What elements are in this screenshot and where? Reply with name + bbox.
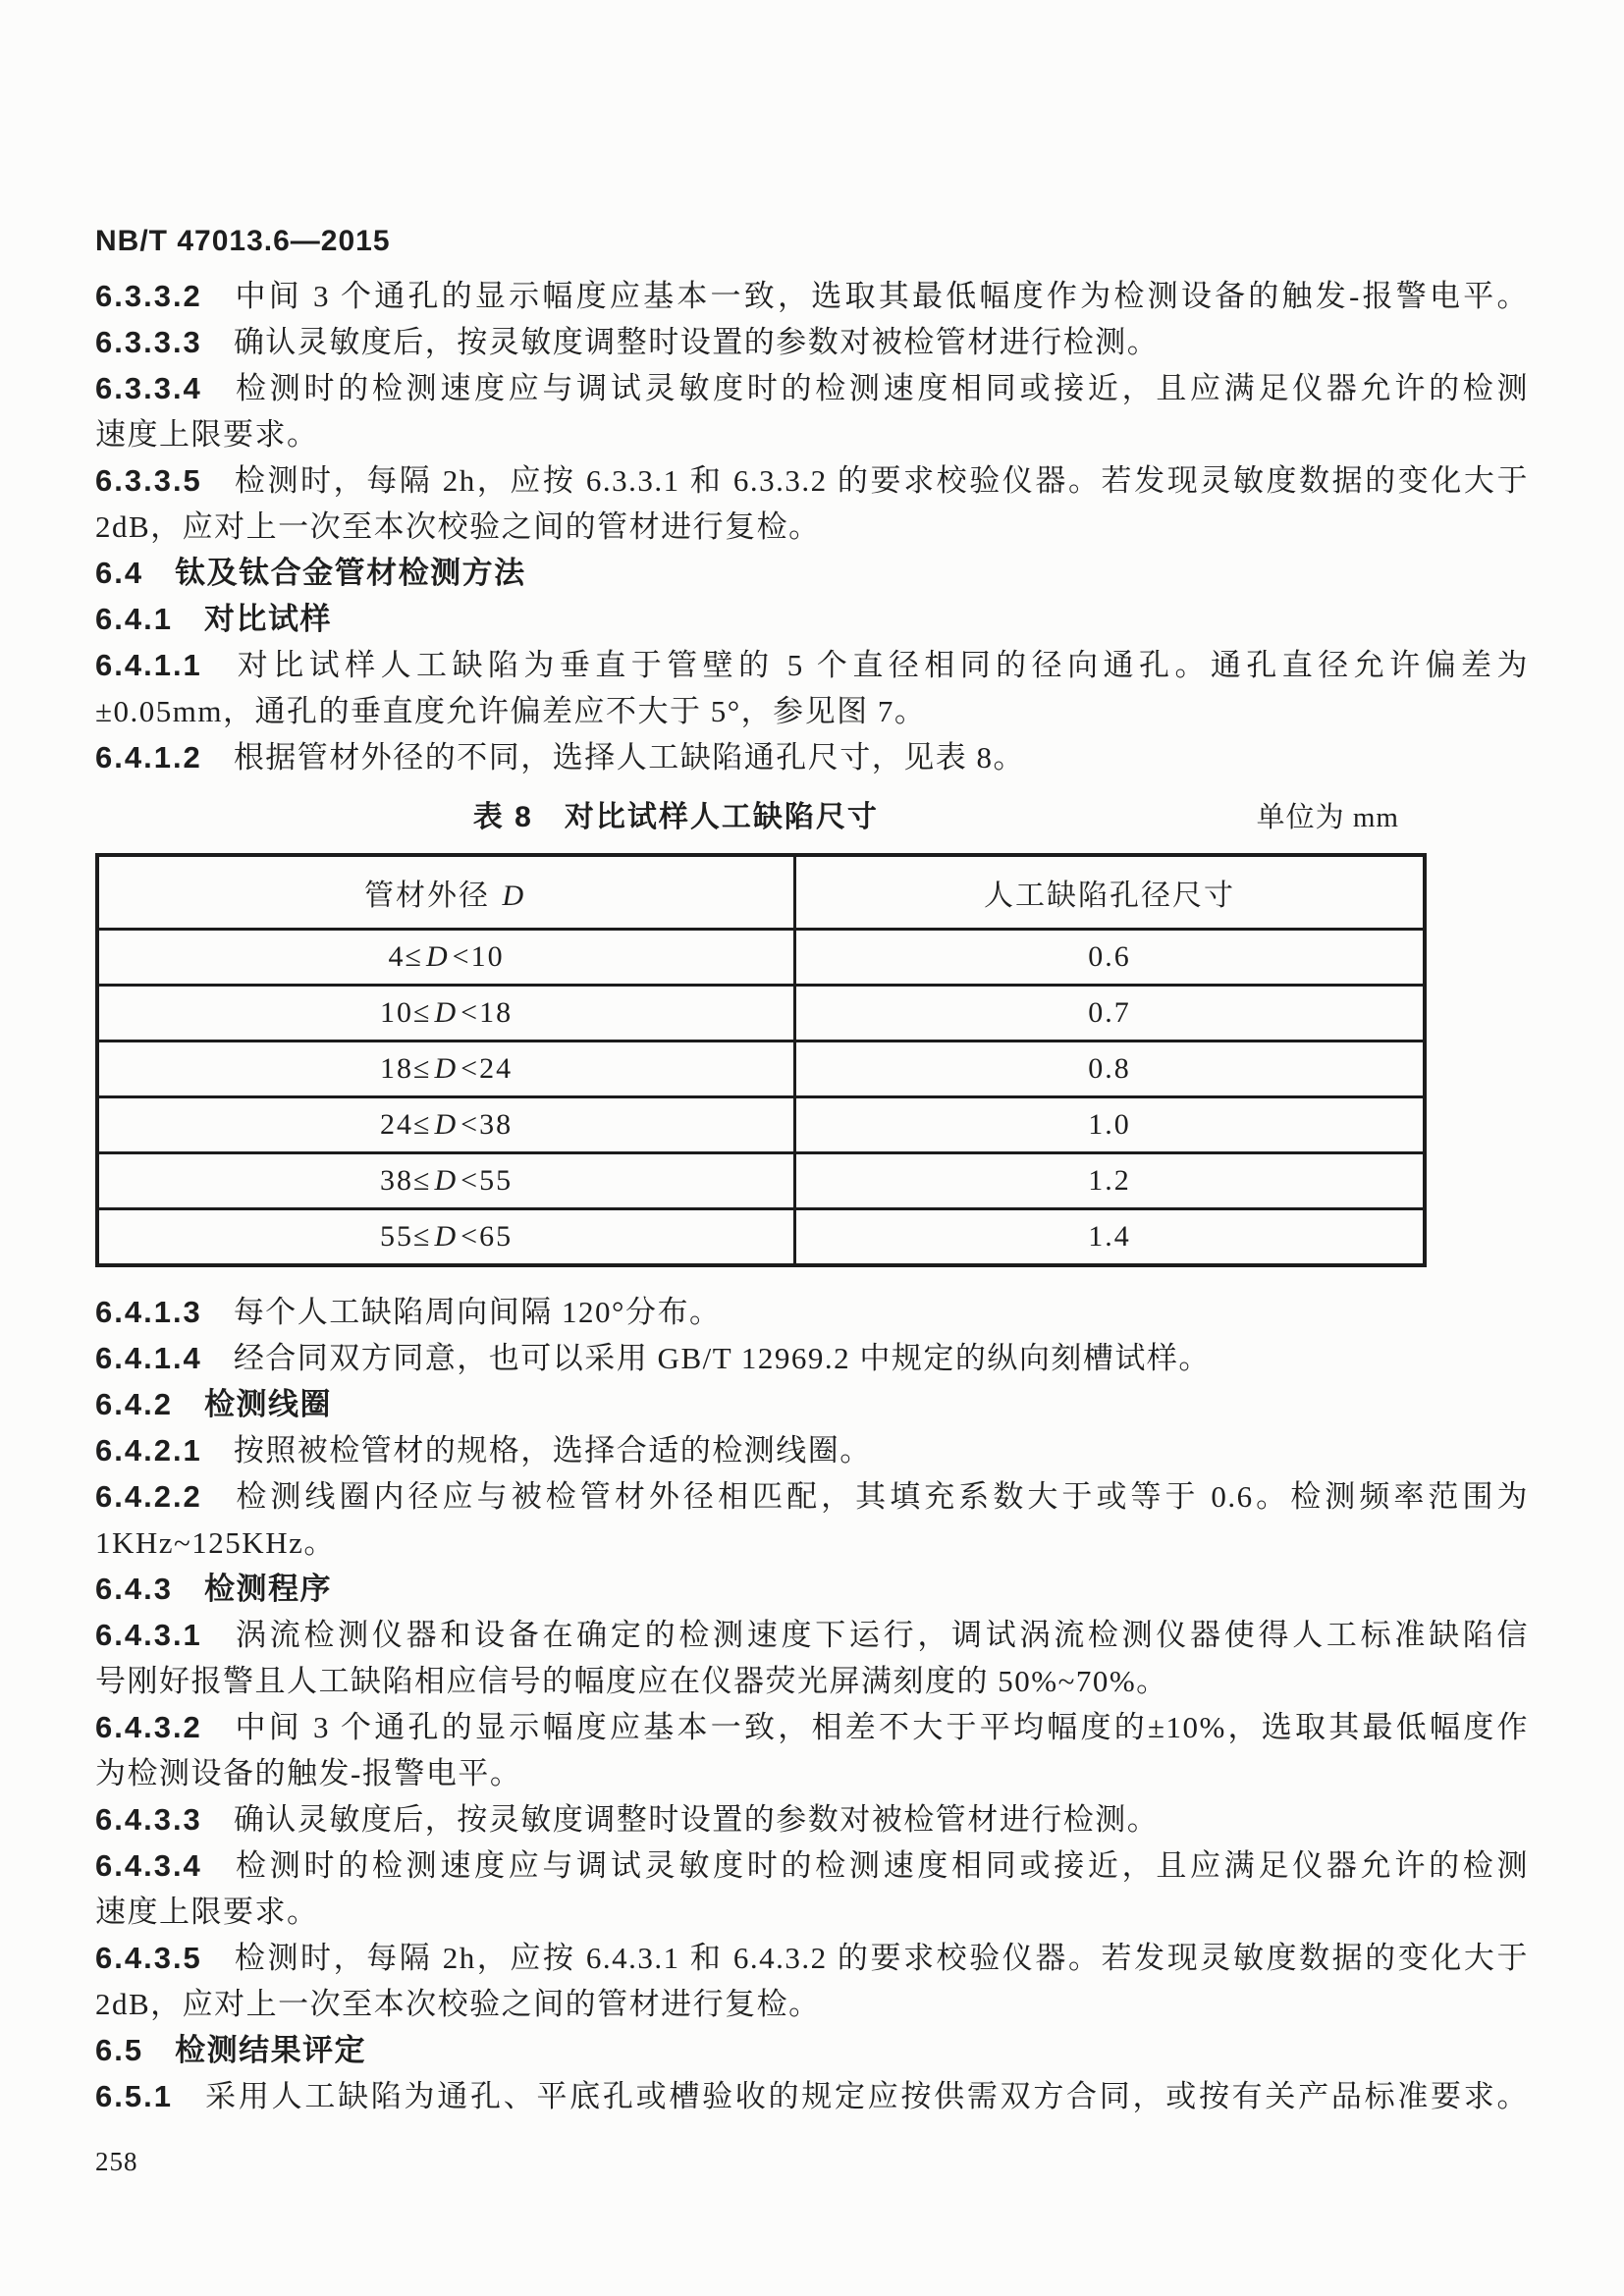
clause-text-continuation: 1KHz~125KHz。: [95, 1525, 336, 1560]
clause-text-continuation: ±0.05mm，通孔的垂直度允许偏差应不大于 5°，参见图 7。: [95, 694, 927, 728]
unit-label: 单位为 mm: [1256, 802, 1399, 833]
clause-6-3-3-4: [95, 365, 1529, 457]
clause-number: 6.3.3.4: [95, 371, 202, 405]
heading-line: [95, 1381, 1529, 1427]
table-header-row: [97, 855, 1425, 930]
clause-text-continuation: 为检测设备的触发-报警电平。: [95, 1756, 522, 1790]
clause-line: [95, 1335, 1529, 1381]
clause-text: 确认灵敏度后，按灵敏度调整时设置的参数对被检管材进行检测。: [233, 325, 1160, 359]
heading-line: [95, 550, 1529, 596]
heading-line: [95, 2027, 1529, 2073]
range-post: <38: [460, 1108, 514, 1141]
clause-text-continuation: 2dB，应对上一次至本次校验之间的管材进行复检。: [95, 1987, 821, 2021]
clause-6-3-3-2: [95, 273, 1529, 319]
range-cell: [97, 1153, 795, 1209]
clause-text: 确认灵敏度后，按灵敏度调整时设置的参数对被检管材进行检测。: [233, 1802, 1160, 1837]
clause-number: 6.4.1.3: [95, 1295, 202, 1329]
clause-number: 6.4.3.2: [95, 1710, 202, 1744]
range-pre: 10≤: [380, 996, 432, 1029]
clause-number: 6.4.3.4: [95, 1848, 202, 1883]
clause-number: 6.4.2.1: [95, 1433, 202, 1468]
clause-text-continuation: 速度上限要求。: [95, 1895, 319, 1929]
clause-line: [95, 457, 1529, 504]
clause-6-4-3-4: [95, 1842, 1529, 1935]
clause-6-4-2-1: [95, 1427, 1529, 1473]
heading-line: [95, 1566, 1529, 1612]
range-cell: [97, 986, 795, 1041]
clause-text: 根据管材外径的不同，选择人工缺陷通孔尺寸，见表 8。: [233, 740, 1026, 774]
clause-line: [95, 1796, 1529, 1842]
clause-number: 6.4.3.5: [95, 1941, 202, 1975]
heading-text: 检测线圈: [203, 1387, 332, 1421]
clause-text-continuation: 号刚好报警且人工缺陷相应信号的幅度应在仪器荧光屏满刻度的 50%~70%。: [95, 1664, 1168, 1698]
clause-text: 每个人工缺陷周向间隔 120°分布。: [233, 1295, 722, 1329]
clause-number: 6.5: [95, 2033, 144, 2067]
section-heading-6-4: [95, 550, 1529, 596]
range-post: <24: [460, 1052, 514, 1085]
range-cell: [97, 1097, 795, 1153]
heading-text: 对比试样: [203, 602, 332, 636]
diameter-variable: D: [425, 940, 450, 973]
clause-line: [95, 1935, 1529, 1981]
clause-number: 6.4.1: [95, 602, 173, 636]
clause-text-continuation: 速度上限要求。: [95, 417, 319, 452]
clause-number: 6.4.1.4: [95, 1341, 202, 1375]
clause-number: 6.3.3.5: [95, 463, 202, 498]
page-number: 258: [95, 2147, 138, 2176]
clause-number: 6.4.2.2: [95, 1479, 202, 1514]
table-row: [97, 930, 1425, 986]
table-row: [97, 1209, 1425, 1266]
heading-text: 检测程序: [203, 1572, 332, 1606]
table-row: [97, 1041, 1425, 1097]
diameter-variable: D: [434, 1164, 459, 1197]
range-pre: 55≤: [380, 1220, 432, 1253]
clause-text: 检测时，每隔 2h，应按 6.3.3.1 和 6.3.3.2 的要求校验仪器。若发现灵敏度数据的变化大于: [233, 463, 1529, 498]
clause-text: 检测时的检测速度应与调试灵敏度时的检测速度相同或接近，且应满足仪器允许的检测: [233, 1848, 1529, 1883]
range-cell: [97, 930, 795, 986]
clause-number: 6.4: [95, 556, 144, 590]
clause-text: 涡流检测仪器和设备在确定的检测速度下运行，调试涡流检测仪器使得人工标准缺陷信: [233, 1618, 1529, 1652]
clause-text: 检测时，每隔 2h，应按 6.4.3.1 和 6.4.3.2 的要求校验仪器。若发现灵敏度数据的变化大于: [233, 1941, 1529, 1975]
clause-number: 6.4.1.1: [95, 648, 202, 682]
hole-size-cell: 0.7: [795, 986, 1425, 1041]
clause-line: [95, 365, 1529, 411]
clause-number: 6.4.3: [95, 1572, 173, 1606]
clause-text: 经合同双方同意，也可以采用 GB/T 12969.2 中规定的纵向刻槽试样。: [233, 1341, 1211, 1375]
clause-6-4-3-3: [95, 1796, 1529, 1842]
table-row: [97, 1097, 1425, 1153]
diameter-variable: D: [434, 1052, 459, 1085]
clause-number: 6.3.3.3: [95, 325, 202, 359]
clause-text: 检测线圈内径应与被检管材外径相匹配，其填充系数大于或等于 0.6。检测频率范围为: [233, 1479, 1529, 1514]
hole-size-cell: 0.6: [795, 930, 1425, 986]
clause-text: 对比试样人工缺陷为垂直于管壁的 5 个直径相同的径向通孔。通孔直径允许偏差为: [233, 648, 1529, 682]
clause-line: [95, 2073, 1529, 2119]
clause-line: [95, 273, 1529, 319]
table-caption: 表 8 对比试样人工缺陷尺寸: [472, 801, 879, 833]
clause-line: [95, 1427, 1529, 1473]
range-post: <18: [460, 996, 514, 1029]
clause-6-3-3-5: [95, 457, 1529, 550]
clause-number: 6.4.3.1: [95, 1618, 202, 1652]
range-pre: 24≤: [380, 1108, 432, 1141]
heading-text: 钛及钛合金管材检测方法: [175, 556, 526, 590]
diameter-variable: D: [502, 880, 526, 912]
clause-line: [95, 642, 1529, 688]
clause-line: [95, 1612, 1529, 1658]
clause-6-4-1-3: [95, 1289, 1529, 1335]
document-code: NB/T 47013.6—2015: [95, 225, 391, 257]
range-post: <65: [460, 1220, 514, 1253]
clause-text: 检测时的检测速度应与调试灵敏度时的检测速度相同或接近，且应满足仪器允许的检测: [233, 371, 1529, 405]
defect-size-table: [95, 853, 1427, 1267]
range-pre: 18≤: [380, 1052, 432, 1085]
table-caption-row: [95, 794, 1427, 841]
clause-6-4-3-5: [95, 1935, 1529, 2027]
clause-number: 6.4.3.3: [95, 1802, 202, 1837]
clause-line: [95, 1704, 1529, 1750]
clause-6-4-2-2: [95, 1473, 1529, 1566]
clause-6-4-1-2: [95, 734, 1529, 780]
section-heading-6-5: [95, 2027, 1529, 2073]
clause-line: [95, 734, 1529, 780]
diameter-variable: D: [434, 1108, 459, 1141]
hole-size-cell: 1.0: [795, 1097, 1425, 1153]
range-pre: 38≤: [380, 1164, 432, 1197]
range-post: <10: [452, 940, 505, 973]
clause-text: 按照被检管材的规格，选择合适的检测线圈。: [233, 1433, 872, 1468]
clause-line: [95, 319, 1529, 365]
clause-line: [95, 1473, 1529, 1520]
clause-6-4-3-1: [95, 1612, 1529, 1704]
table-header-cell-outer-diameter: [97, 855, 795, 930]
heading-line: [95, 596, 1529, 642]
table-row: [97, 1153, 1425, 1209]
clause-text: 采用人工缺陷为通孔、平底孔或槽验收的规定应按供需双方合同，或按有关产品标准要求。: [203, 2079, 1529, 2113]
clause-6-5-1: [95, 2073, 1529, 2119]
hole-size-cell: 1.2: [795, 1153, 1425, 1209]
hole-size-cell: 1.4: [795, 1209, 1425, 1266]
clause-6-3-3-3: [95, 319, 1529, 365]
clause-line: [95, 1842, 1529, 1889]
clause-6-4-1-1: [95, 642, 1529, 734]
range-cell: [97, 1041, 795, 1097]
section-heading-6-4-2: [95, 1381, 1529, 1427]
clause-text-continuation: 2dB，应对上一次至本次校验之间的管材进行复检。: [95, 509, 821, 544]
section-heading-6-4-1: [95, 596, 1529, 642]
range-pre: 4≤: [388, 940, 423, 973]
hole-size-cell: 0.8: [795, 1041, 1425, 1097]
range-post: <55: [460, 1164, 514, 1197]
diameter-variable: D: [434, 1220, 459, 1253]
clause-number: 6.4.2: [95, 1387, 173, 1421]
clause-line: [95, 1289, 1529, 1335]
clause-text: 中间 3 个通孔的显示幅度应基本一致，选取其最低幅度作为检测设备的触发-报警电平。: [233, 279, 1529, 313]
diameter-variable: D: [434, 996, 459, 1029]
range-cell: [97, 1209, 795, 1266]
table-header-cell-hole-size: 人工缺陷孔径尺寸: [795, 855, 1425, 930]
header-label: 管材外径: [363, 880, 500, 912]
section-heading-6-4-3: [95, 1566, 1529, 1612]
clause-text: 中间 3 个通孔的显示幅度应基本一致，相差不大于平均幅度的±10%，选取其最低幅度作: [233, 1710, 1529, 1744]
clause-number: 6.4.1.2: [95, 740, 202, 774]
clause-6-4-1-4: [95, 1335, 1529, 1381]
clause-6-4-3-2: [95, 1704, 1529, 1796]
table-row: [97, 986, 1425, 1041]
heading-text: 检测结果评定: [175, 2033, 367, 2067]
clause-number: 6.5.1: [95, 2079, 173, 2113]
clause-number: 6.3.3.2: [95, 279, 202, 313]
